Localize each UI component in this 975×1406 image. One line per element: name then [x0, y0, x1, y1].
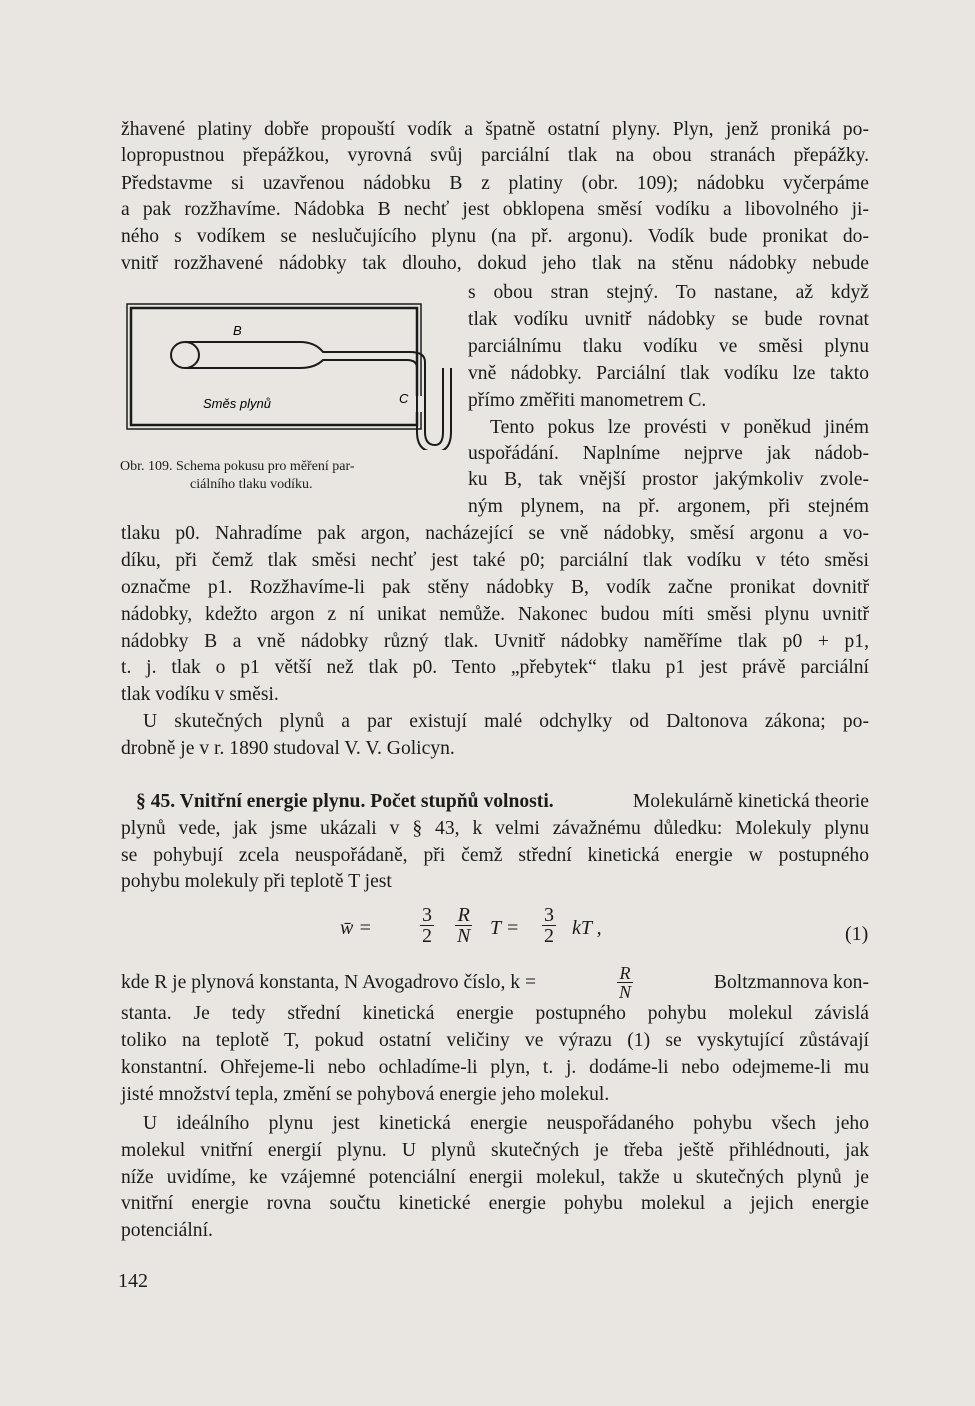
text-line: Molekulárně kinetická theorie: [632, 791, 869, 812]
text-line: drobně je v r. 1890 studoval V. V. Golicyn.: [121, 738, 455, 759]
label-b: B: [233, 323, 242, 338]
eq-num: R: [455, 905, 472, 926]
text-span: Boltzmannova kon-: [713, 971, 869, 993]
text-line: vnitřní energie rovna součtu kinetické energie pohybu molekul a jejich energie: [121, 1193, 869, 1214]
eq-frac: [420, 905, 434, 946]
caption-line: Obr. 109. Schema pokusu pro měření par-: [120, 459, 355, 474]
label-smes: Směs plynů: [203, 396, 271, 411]
eq-den: N: [457, 925, 471, 947]
text-line: nádobky B a vně nádobky různý tlak. Uvnitř nádobky naměříme tlak p0 + p1,: [121, 631, 869, 652]
text-line: níže uvidíme, ke vzájemné potenciální energii molekul, takže u skutečných plynů je: [121, 1167, 869, 1188]
equation-number: (1): [845, 923, 869, 945]
text-line: Tento pokus lze provésti v poněkud jiném: [490, 417, 869, 438]
eq-frac: [542, 905, 556, 946]
eq-frac: [455, 905, 472, 946]
eq-num: 3: [422, 904, 432, 926]
text-line-with-fraction: [121, 964, 869, 1001]
caption-line: ciálního tlaku vodíku.: [190, 477, 313, 492]
text-line: vnitř rozžhavené nádobky tak dlouho, dokud jeho tlak na stěnu nádobky nebude: [121, 253, 869, 274]
eq-num: 3: [544, 904, 554, 926]
text-line: lopropustnou přepážkou, vyrovná svůj parciální tlak na obou stranách přepážky.: [121, 145, 869, 166]
section-heading: § 45. Vnitřní energie plynu. Počet stupňů volnosti.: [136, 791, 554, 812]
text-line: tlak vodíku v směsi.: [121, 684, 279, 705]
frac-num: R: [617, 964, 633, 983]
text-line: konstantní. Ohřejeme-li nebo ochladíme-li plyn, t. j. dodáme-li nebo odejmeme-li mu: [121, 1057, 869, 1078]
text-line: molekul vnitřní energií plynu. U plynů skutečných je třeba ještě přihlédnouti, jak: [121, 1140, 869, 1161]
text-line: ku B, tak vnější prostor jakýmkoliv zvole-: [468, 469, 869, 490]
label-c: C: [399, 391, 409, 406]
eq-den: 2: [544, 925, 554, 947]
text-line: plynů vede, jak jsme ukázali v § 43, k velmi závažnému důledku: Molekuly plynu: [121, 818, 869, 839]
text-line: ného s vodíkem se neslučujícího plynu (na př. argonu). Vodík bude pronikat do-: [121, 226, 869, 247]
frac-den: N: [618, 982, 631, 1002]
text-line: potenciální.: [121, 1220, 213, 1241]
section-first-line: [136, 789, 869, 815]
text-line: se pohybují zcela neuspořádaně, při čemž střední kinetická energie w postupného: [121, 845, 869, 866]
text-line: Představme si uzavřenou nádobku B z platiny (obr. 109); nádobku vyčerpáme: [121, 173, 869, 194]
eq-den: 2: [422, 925, 432, 947]
text-line: vně nádobky. Parciální tlak vodíku lze takto: [468, 363, 869, 384]
text-line: stanta. Je tedy střední kinetická energie postupného pohybu molekul závislá: [121, 1003, 869, 1024]
text-line: jisté množství tepla, změní se pohybová energie jeho molekul.: [121, 1084, 610, 1105]
figure-caption: [120, 458, 448, 494]
text-line: přímo změřiti manometrem C.: [468, 390, 707, 411]
text-line: tlaku p0. Nahradíme pak argon, nacházející se vně nádobky, směsí argonu a vo-: [121, 523, 869, 544]
text-line: toliko na teplotě T, pokud ostatní veličiny ve výrazu (1) se vyskytující zůstávají: [121, 1030, 869, 1051]
text-line: pohybu molekuly při teplotě T jest: [121, 871, 392, 892]
text-line: parciálnímu tlaku vodíku ve směsi plynu: [468, 336, 869, 357]
text-line: U skutečných plynů a par existují malé odchylky od Daltonova zákona; po-: [143, 711, 869, 732]
text-line: U ideálního plynu jest kinetická energie neuspořádaného pohybu všech jeho: [143, 1113, 869, 1134]
inline-fraction: [617, 964, 633, 1001]
eq-mid: T =: [490, 917, 520, 939]
text-span: kde R je plynová konstanta, N Avogadrovo číslo, k =: [121, 971, 537, 993]
text-line: a pak rozžhavíme. Nádobka B nechť jest obklopena směsí vodíku a libovolného ji-: [121, 199, 869, 220]
text-line: označme p1. Rozžhavíme-li pak stěny nádobky B, vodík začne pronikat dovnitř: [121, 577, 869, 598]
eq-lhs: w̄ =: [340, 917, 372, 939]
text-line: díku, při čemž tlak směsi nechť jest také p0; parciální tlak vodíku v této směsi: [121, 550, 869, 571]
text-line: uspořádání. Naplníme nejprve jak nádob-: [468, 443, 869, 464]
text-line: t. j. tlak o p1 větší než tlak p0. Tento „přebytek“ tlaku p1 jest právě parciální: [121, 657, 869, 678]
eq-rhs: kT ,: [572, 917, 602, 939]
figure-109-diagram: [125, 300, 455, 450]
text-line: ným plynem, na př. argonem, při stejném: [468, 496, 869, 517]
equation-1: [330, 900, 850, 960]
text-line: tlak vodíku uvnitř nádobky se bude rovnat: [468, 309, 869, 330]
text-line: žhavené platiny dobře propouští vodík a špatně ostatní plyny. Plyn, jenž proniká po-: [121, 119, 869, 140]
text-line: nádobky, kdežto argon z ní unikat nemůže. Nakonec budou míti směsi plynu uvnitř: [121, 604, 869, 625]
text-line: s obou stran stejný. To nastane, až když: [468, 282, 869, 303]
page-number: 142: [118, 1270, 148, 1292]
